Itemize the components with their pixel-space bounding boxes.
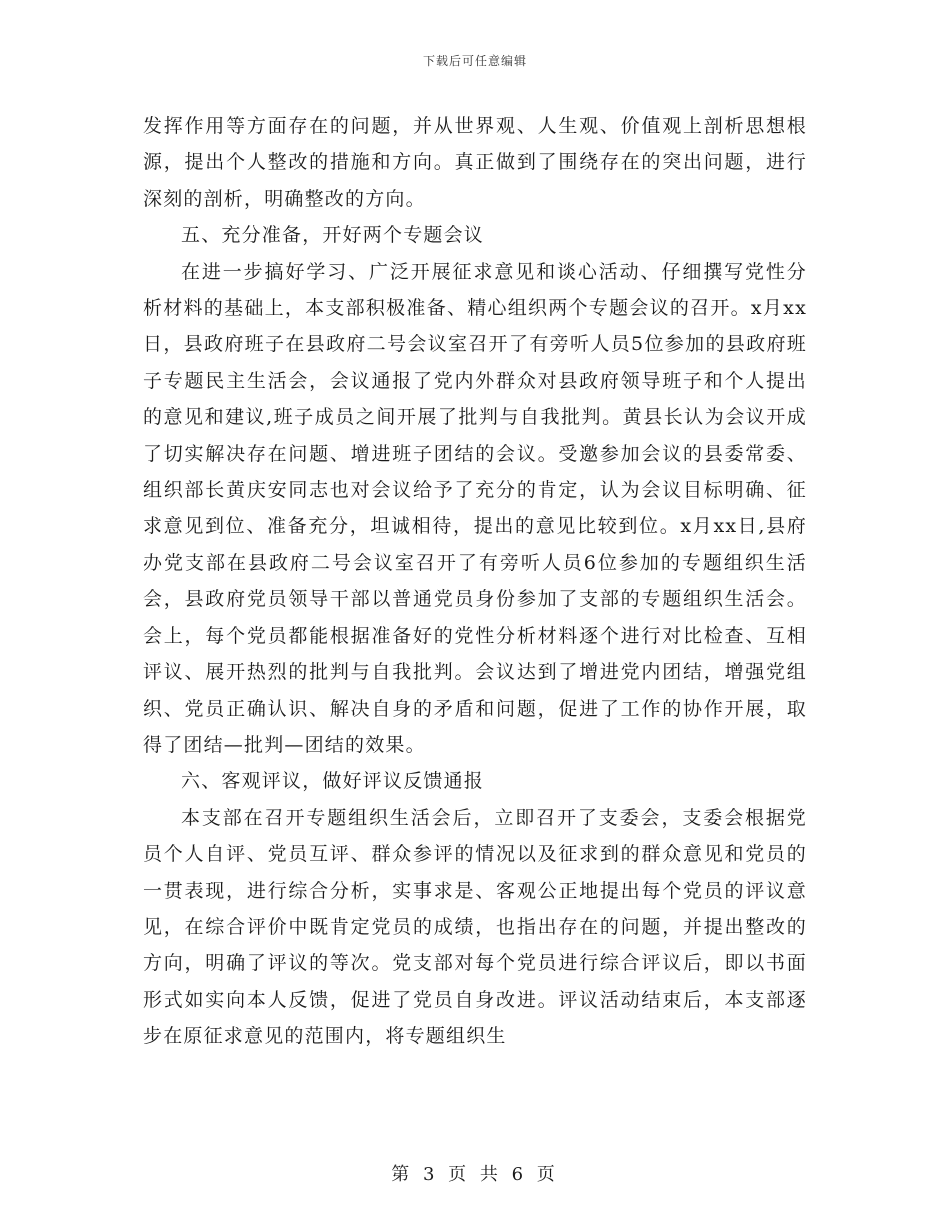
page-header: 下载后可任意编辑 [422,54,527,68]
section-heading-5: 五、充分准备，开好两个专题会议 [181,224,485,247]
paragraph-meetings: 在进一步搞好学习、广泛开展征求意见和谈心活动、仔细撰写党性分析材料的基础上，本支部积极准备、精心组织两个专题会议的召开。x月xx日，县政府班子在县政府二号会议室召开了有旁听人员5位参加的县政府班子专题民主生活会，会议通报了党内外群众对县政府领导班子和个人提出的意见和建议,班子成员之间开展了批判与自我批判。黄县长认为会议开成了切实解决存在问题、增进班子团结的会议。受邀参加会议的县委常委、组织部长黄庆安同志也对会议给予了充分的肯定，认为会议目标明确、征求意见到位、准备充分，坦诚相待，提出的意见比较到位。x月xx日,县府办党支部在县政府二号会议室召开了有旁听人员6位参加的专题组织生活会，县政府党员领导干部以普通党员身份参加了支部的专题组织生活会。会上，每个党员都能根据准备好的党性分析材料逐个进行对比检查、互相评议、展开热烈的批判与自我批判。会议达到了增进党内团结，增强党组织、党员正确认识、解决自身的矛盾和问题，促进了工作的协作开展，取得了团结—批判—团结的效果。 [143,260,807,756]
section-heading-6: 六、客观评议，做好评议反馈通报 [181,770,485,793]
page-footer: 第 3 页 共 6 页 [391,1164,559,1185]
paragraph-continuation: 发挥作用等方面存在的问题，并从世界观、人生观、价值观上剖析思想根源，提出个人整改的措施和方向。真正做到了围绕存在的突出问题，进行深刻的剖析，明确整改的方向。 [143,115,807,210]
document-body [143,108,807,1055]
paragraph-evaluation: 本支部在召开专题组织生活会后，立即召开了支委会，支委会根据党员个人自评、党员互评、群众参评的情况以及征求到的群众意见和党员的一贯表现，进行综合分析，实事求是、客观公正地提出每个党员的评议意见，在综合评价中既肯定党员的成绩，也指出存在的问题，并提出整改的方向，明确了评议的等次。党支部对每个党员进行综合评议后，即以书面形式如实向本人反馈，促进了党员自身改进。评议活动结束后，本支部逐步在原征求意见的范围内，将专题组织生 [143,806,807,1048]
